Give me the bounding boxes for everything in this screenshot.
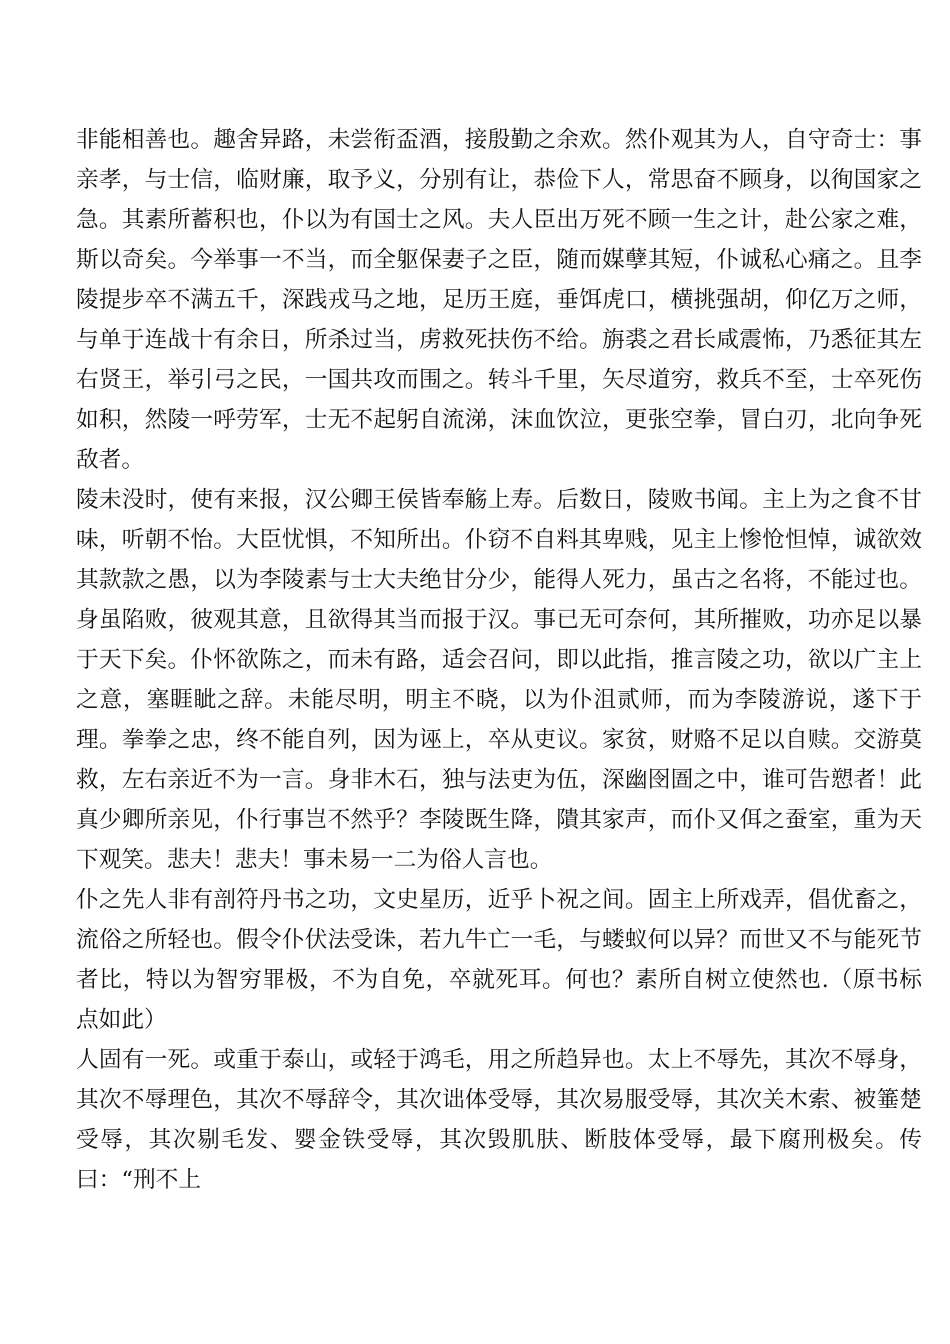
paragraph-ancestors: 仆之先人非有剖符丹书之功，文史星历，近乎卜祝之间。固主上所戏弄，倡优畜之，流俗之所轻也。假令仆伏法受诛，若九牛亡一毛，与蝼蚁何以异？而世又不与能死节者比，特以为智穷罪极，不为自免，卒就死耳。何也？素所自树立使然也.（原书标点如此）: [76, 887, 922, 1033]
paragraph-death-and-disgrace: 人固有一死。或重于泰山，或轻于鸿毛，用之所趋异也。太上不辱先，其次不辱身，其次不辱理色，其次不辱辞令，其次诎体受辱，其次易服受辱，其次关木索、被箠楚受辱，其次剔毛发、婴金铁受辱，其次毁肌肤、断肢体受辱，最下腐刑极矣。传曰：“刑不上: [76, 1047, 922, 1193]
document-body: [76, 120, 922, 1200]
paragraph-li-ling-character: 非能相善也。趣舍异路，未尝衔盃酒，接殷勤之余欢。然仆观其为人，自守奇士：事亲孝，与士信，临财廉，取予义，分别有让，恭俭下人，常思奋不顾身，以徇国家之急。其素所蓄积也，仆以为有国士之风。夫人臣出万死不顾一生之计，赴公家之难，斯以奇矣。今举事一不当，而全躯保妻子之臣，随而媒孽其短，仆诚私心痛之。且李陵提步卒不满五千，深践戎马之地，足历王庭，垂饵虎口，横挑强胡，仰亿万之师，与单于连战十有余日，所杀过当，虏救死扶伤不给。旃裘之君长咸震怖，乃悉征其左右贤王，举引弓之民，一国共攻而围之。转斗千里，矢尽道穷，救兵不至，士卒死伤如积，然陵一呼劳军，士无不起躬自流涕，沫血饮泣，更张空拳，冒白刃，北向争死敌者。: [76, 127, 922, 473]
paragraph-li-ling-defeat: 陵未没时，使有来报，汉公卿王侯皆奉觞上寿。后数日，陵败书闻。主上为之食不甘味，听朝不怡。大臣忧惧，不知所出。仆窃不自料其卑贱，见主上惨怆怛悼，诚欲效其款款之愚，以为李陵素与士大夫绝甘分少，能得人死力，虽古之名将，不能过也。身虽陷败，彼观其意，且欲得其当而报于汉。事已无可奈何，其所摧败，功亦足以暴于天下矣。仆怀欲陈之，而未有路，适会召问，即以此指，推言陵之功，欲以广主上之意，塞睚眦之辞。未能尽明，明主不晓，以为仆沮贰师，而为李陵游说，遂下于理。拳拳之忠，终不能自列，因为诬上，卒从吏议。家贫，财赂不足以自赎。交游莫救，左右亲近不为一言。身非木石，独与法吏为伍，深幽囹圄之中，谁可告愬者！此真少卿所亲见，仆行事岂不然乎？李陵既生降，隤其家声，而仆又佴之蚕室，重为天下观笑。悲夫！悲夫！事未易一二为俗人言也。: [76, 487, 922, 873]
